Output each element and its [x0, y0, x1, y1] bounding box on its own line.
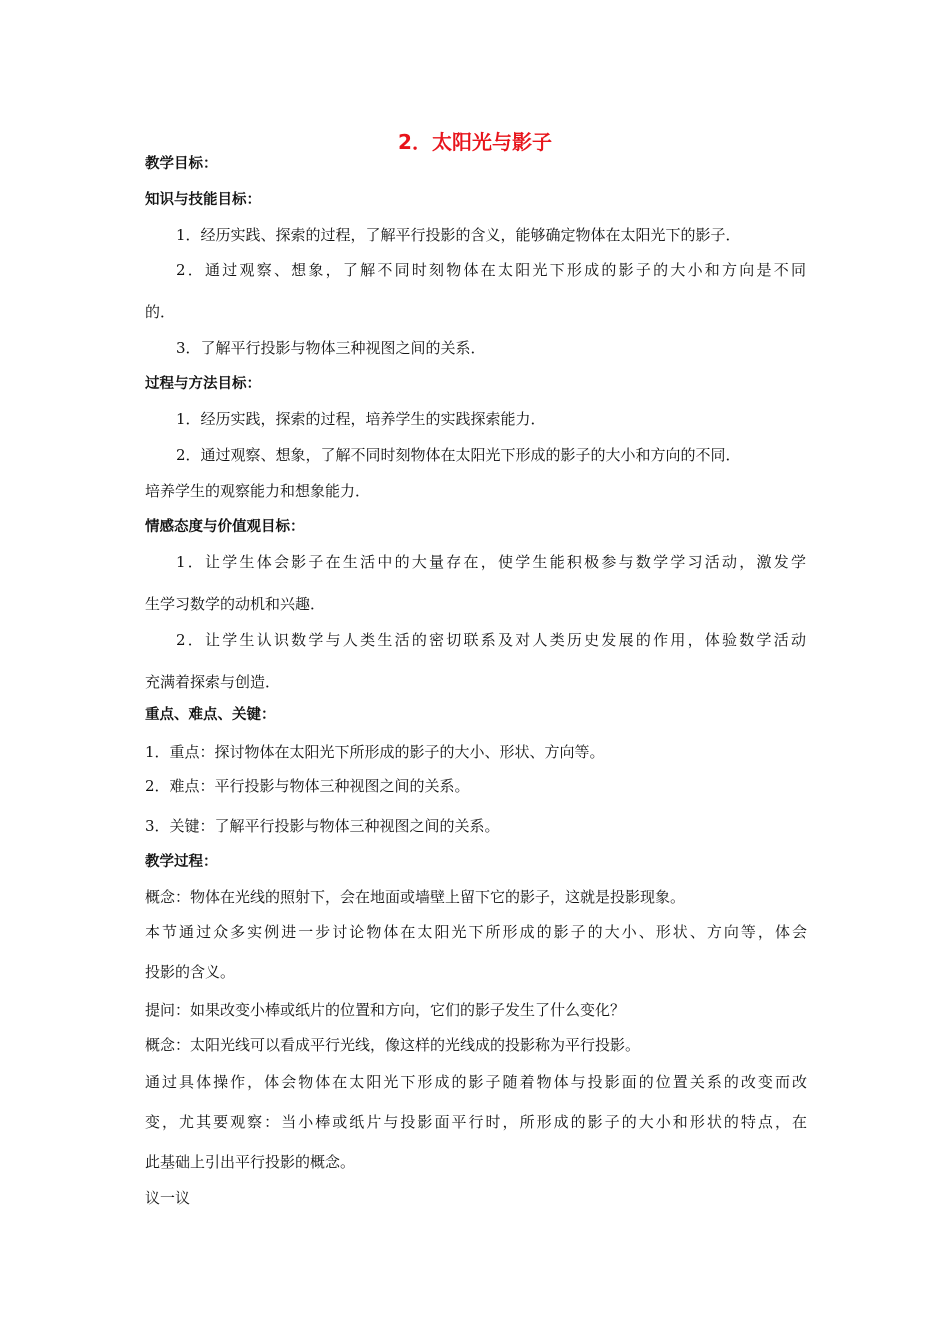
heading-objectives: 教学目标：: [145, 156, 218, 172]
knowledge-item-2-line-1: 2．通过观察、想象，了解不同时刻物体在太阳光下形成的影子的大小和方向是不同: [176, 261, 806, 279]
knowledge-item-3: 3．了解平行投影与物体三种视图之间的关系．: [176, 339, 486, 357]
process-paragraph-6: 议一议: [145, 1189, 191, 1207]
process-paragraph-2-line-1: 本节通过众多实例进一步讨论物体在太阳光下所形成的影子的大小、形状、方向等，体会: [145, 923, 807, 941]
process-paragraph-2-line-2: 投影的含义。: [145, 963, 236, 981]
heading-process-method: 过程与方法目标：: [145, 376, 261, 392]
process-paragraph-5-line-2: 变，尤其要观察：当小棒或纸片与投影面平行时，所形成的影子的大小和形状的特点，在: [145, 1113, 807, 1131]
process-paragraph-3: 提问：如果改变小棒或纸片的位置和方向，它们的影子发生了什么变化？: [145, 1001, 626, 1019]
emotion-item-1-line-1: 1．让学生体会影子在生活中的大量存在，使学生能积极参与数学学习活动，激发学: [176, 553, 806, 571]
heading-teaching-process: 教学过程：: [145, 854, 218, 870]
process-paragraph-4: 概念：太阳光线可以看成平行光线，像这样的光线成的投影称为平行投影。: [145, 1036, 641, 1054]
heading-key-points: 重点、难点、关键：: [145, 707, 276, 723]
process-item-1: 1．经历实践，探索的过程，培养学生的实践探索能力．: [176, 410, 546, 428]
process-paragraph-5-line-1: 通过具体操作，体会物体在太阳光下形成的影子随着物体与投影面的位置关系的改变而改: [145, 1073, 807, 1091]
emotion-item-2-line-1: 2．让学生认识数学与人类生活的密切联系及对人类历史发展的作用，体验数学活动: [176, 631, 806, 649]
key-item-3: 3．关键：了解平行投影与物体三种视图之间的关系。: [145, 817, 500, 835]
key-item-2: 2．难点：平行投影与物体三种视图之间的关系。: [145, 777, 470, 795]
heading-knowledge: 知识与技能目标：: [145, 192, 261, 208]
knowledge-item-2-line-2: 的．: [145, 303, 176, 321]
page-title: 2．太阳光与影子: [398, 130, 552, 154]
heading-emotion: 情感态度与价值观目标：: [145, 519, 305, 535]
process-paragraph-5-line-3: 此基础上引出平行投影的概念。: [145, 1153, 356, 1171]
key-item-1: 1．重点：探讨物体在太阳光下所形成的影子的大小、形状、方向等。: [145, 743, 605, 761]
process-item-2-line-2: 培养学生的观察能力和想象能力．: [145, 482, 371, 500]
process-paragraph-1: 概念：物体在光线的照射下，会在地面或墙壁上留下它的影子，这就是投影现象。: [145, 888, 686, 906]
emotion-item-1-line-2: 生学习数学的动机和兴趣．: [145, 595, 326, 613]
process-item-2-line-1: 2．通过观察、想象，了解不同时刻物体在太阳光下形成的影子的大小和方向的不同．: [176, 446, 741, 464]
emotion-item-2-line-2: 充满着探索与创造．: [145, 673, 281, 691]
knowledge-item-1: 1．经历实践、探索的过程，了解平行投影的含义，能够确定物体在太阳光下的影子．: [176, 226, 741, 244]
